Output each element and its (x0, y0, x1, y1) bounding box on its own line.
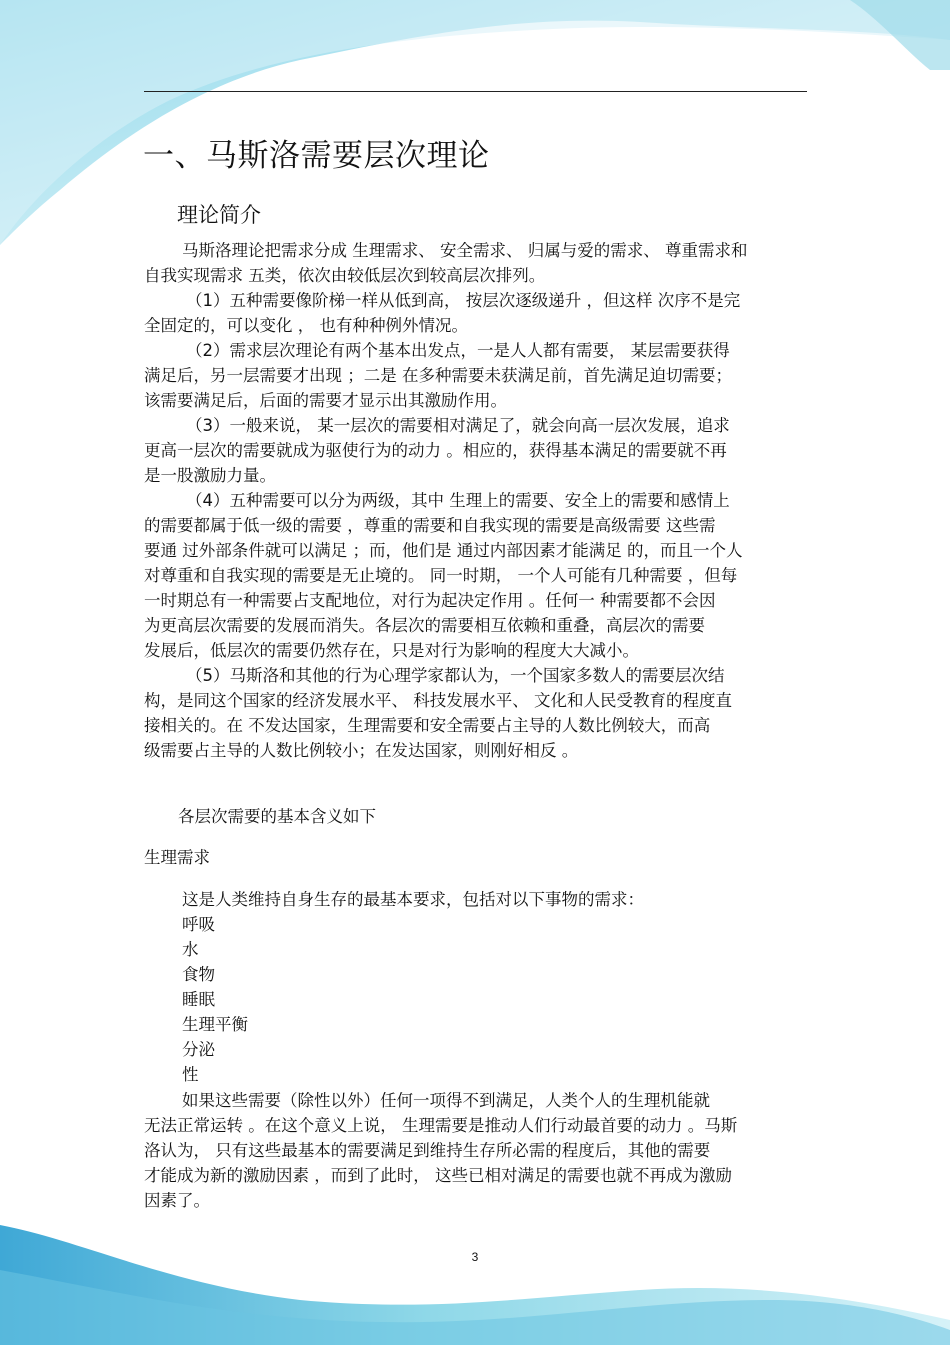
text-line: 这是人类维持自身生存的最基本要求，包括对以下事物的需求： (182, 890, 644, 909)
text-line: 全固定的，可以变化 ， 也有种种例外情况。 (144, 316, 468, 335)
page-number: 3 (471, 1250, 479, 1264)
text-line: 才能成为新的激励因素 ，而到了此时， 这些已相对满足的需要也就不再成为激励 (144, 1166, 732, 1185)
text-line: 构，是同这个国家的经济发展水平、 科技发展水平、 文化和人民受教育的程度直 (144, 691, 732, 710)
text-line: 分泌 (182, 1040, 215, 1059)
text-line: 水 (182, 940, 199, 959)
text-line: 对尊重和自我实现的需要是无止境的。 同一时期， 一个人可能有几种需要 ，但每 (144, 566, 738, 585)
header-rule (144, 91, 807, 92)
text-line: 接相关的。在 不发达国家，生理需要和安全需要占主导的人数比例较大，而高 (144, 716, 711, 735)
text-line: 性 (182, 1065, 199, 1084)
text-line: （3）一般来说， 某一层次的需要相对满足了，就会向高一层次发展，追求 (186, 416, 730, 435)
text-line: 发展后，低层次的需要仍然存在，只是对行为影响的程度大大减小。 (144, 641, 639, 660)
text-line: 洛认为， 只有这些最基本的需要满足到维持生存所必需的程度后，其他的需要 (144, 1141, 711, 1160)
text-line: （5）马斯洛和其他的行为心理学家都认为，一个国家多数人的需要层次结 (186, 666, 725, 685)
text-line: 如果这些需要（除性以外）任何一项得不到满足，人类个人的生理机能就 (182, 1091, 710, 1110)
text-line: 该需要满足后，后面的需要才显示出其激励作用。 (144, 391, 507, 410)
text-line: （2）需求层次理论有两个基本出发点，一是人人都有需要， 某层需要获得 (186, 341, 730, 360)
text-line: 自我实现需求 五类，依次由较低层次到较高层次排列。 (144, 266, 546, 285)
text-line: （4）五种需要可以分为两级，其中 生理上的需要、安全上的需要和感情上 (186, 491, 730, 510)
text-line: 呼吸 (182, 915, 215, 934)
text-line: 睡眠 (182, 990, 215, 1009)
text-line: 食物 (182, 965, 215, 984)
text-line: 马斯洛理论把需求分成 生理需求、 安全需求、 归属与爱的需求、 尊重需求和 (182, 241, 748, 260)
text-line: 更高一层次的需要就成为驱使行为的动力 。相应的，获得基本满足的需要就不再 (144, 441, 727, 460)
text-line: 要通 过外部条件就可以满足 ；而，他们是 通过内部因素才能满足 的，而且一个人 (144, 541, 743, 560)
text-line: 一时期总有一种需要占支配地位，对行为起决定作用 。任何一 种需要都不会因 (144, 591, 716, 610)
text-line: 生理平衡 (182, 1015, 248, 1034)
text-line: （1）五种需要像阶梯一样从低到高， 按层次逐级递升 ，但这样 次序不是完 (186, 291, 741, 310)
text-line: 无法正常运转 。在这个意义上说， 生理需要是推动人们行动最首要的动力 。马斯 (144, 1116, 738, 1135)
text-line: 因素了。 (144, 1191, 210, 1210)
text-line: 的需要都属于低一级的需要 ，尊重的需要和自我实现的需要是高级需要 这些需 (144, 516, 716, 535)
section-subtitle: 理论简介 (177, 203, 261, 227)
text-line: 满足后，另一层需要才出现 ；二是 在多种需要未获满足前，首先满足迫切需要； (144, 366, 732, 385)
text-line: 各层次需要的基本含义如下 (178, 807, 376, 826)
text-line: 级需要占主导的人数比例较小；在发达国家，则刚好相反 。 (144, 741, 579, 760)
text-line: 是一股激励力量。 (144, 466, 276, 485)
text-line: 为更高层次需要的发展而消失。各层次的需要相互依赖和重叠，高层次的需要 (144, 616, 705, 635)
section-title: 一、马斯洛需要层次理论 (143, 138, 490, 174)
text-line: 生理需求 (144, 848, 210, 867)
